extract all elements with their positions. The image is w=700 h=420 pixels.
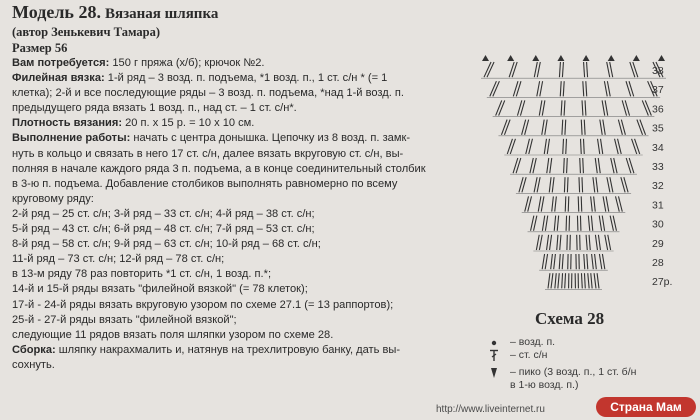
- model-number: Модель 28.: [12, 2, 101, 22]
- stitch-mark: [552, 196, 554, 211]
- stitch-mark: [598, 158, 600, 173]
- density-line: [12, 116, 474, 131]
- stitch-mark: [588, 216, 589, 231]
- stitch-mark: [635, 139, 640, 154]
- rows-line-5: в 13-м ряду 78 раз повторить *1 ст. с/н, 1 возд. п.*;: [12, 268, 272, 281]
- row-label: 30: [652, 218, 664, 231]
- stitch-mark: [607, 81, 610, 96]
- stitch-mark: [584, 120, 585, 135]
- source-url: http://www.liveinternet.ru: [436, 404, 545, 415]
- stitch-mark: [564, 177, 565, 192]
- stitch-mark: [586, 235, 587, 250]
- stitch-mark: [564, 100, 565, 115]
- row-label: 33: [652, 161, 664, 173]
- stitch-mark: [549, 177, 551, 192]
- stitch-mark: [554, 254, 556, 269]
- stitch-mark: [565, 273, 566, 288]
- stitch-mark: [597, 273, 599, 288]
- stitch-mark: [547, 235, 549, 250]
- stitch-mark: [530, 158, 533, 173]
- assembly-line-1: [12, 343, 474, 358]
- stitch-mark: [584, 273, 585, 288]
- materials-line: [12, 56, 474, 71]
- row-label: 36: [652, 103, 664, 116]
- stitch-mark: [542, 216, 544, 231]
- stitch-mark: [534, 177, 537, 192]
- stitch-mark: [537, 62, 540, 77]
- legend-dc-label: – ст. с/н: [510, 349, 548, 361]
- row-label: 37: [652, 84, 664, 97]
- stitch-mark: [568, 196, 569, 211]
- stitch-mark: [558, 273, 559, 288]
- stitch-mark: [614, 158, 617, 173]
- stitch-mark: [564, 158, 565, 173]
- stitch-mark: [501, 120, 507, 135]
- rows-line-4: 11-й ряд – 73 ст. с/н; 12-й ряд – 78 ст. с/н;: [12, 253, 225, 266]
- stitch-mark: [599, 254, 601, 269]
- stitch-mark: [632, 139, 637, 154]
- stitch-mark: [602, 216, 604, 231]
- rows-line-8: 25-й - 27-й ряды вязать "филейной вязкой";: [12, 313, 237, 326]
- stitch-mark: [551, 273, 553, 288]
- stitch-mark: [595, 235, 597, 250]
- density-text: 20 п. х 15 р. = 10 х 10 см.: [122, 117, 255, 130]
- stitch-mark: [594, 273, 596, 288]
- stitch-mark: [560, 235, 561, 250]
- stitch-mark: [557, 235, 558, 250]
- stitch-mark: [562, 120, 563, 135]
- stitch-mark: [599, 216, 601, 231]
- size-line: Размер 56: [12, 41, 68, 55]
- work-line-5: круговому ряду:: [12, 192, 94, 205]
- stitch-mark: [555, 273, 556, 288]
- picot-mark: [633, 55, 640, 61]
- picot-mark: [583, 55, 590, 61]
- picot-mark: [482, 55, 489, 61]
- stitch-mark: [550, 158, 552, 173]
- stitch-mark: [536, 235, 539, 250]
- assembly-line-2: сохнуть.: [12, 358, 55, 371]
- picot-mark: [557, 55, 564, 61]
- stitch-mark: [607, 62, 610, 77]
- stitch-mark: [604, 81, 607, 96]
- scheme-title: Схема 28: [535, 309, 605, 328]
- stitch-mark: [610, 62, 613, 77]
- chain-stitch-icon: [488, 336, 506, 349]
- stitch-mark: [533, 158, 536, 173]
- legend-picot: [486, 366, 691, 379]
- rows-line-2: 5-й ряд – 43 ст. с/н; 6-й ряд – 48 ст. с/н; 7-й ряд – 53 ст. с/н;: [12, 223, 315, 236]
- stitch-mark: [493, 81, 500, 96]
- stitch-mark: [601, 139, 603, 154]
- row-label: 35: [652, 122, 664, 135]
- stitch-mark: [534, 216, 537, 231]
- stitch-mark: [545, 254, 547, 269]
- stitch-mark: [598, 139, 600, 154]
- stitch-mark: [610, 177, 613, 192]
- stitch-mark: [640, 120, 646, 135]
- stitch-mark: [550, 235, 552, 250]
- stitch-mark: [581, 196, 582, 211]
- stitch-mark: [591, 273, 592, 288]
- stitch-mark: [563, 139, 564, 154]
- work-line-2: нуть в кольцо и связать в него 17 ст. с/н, далее вязать вкруговую ст. с/н, вы-: [12, 147, 404, 160]
- stitch-mark: [582, 100, 583, 115]
- stitch-mark: [507, 139, 512, 154]
- stitch-mark: [561, 100, 562, 115]
- row-label: 32: [652, 180, 664, 193]
- legend-picot-label-2: в 1-ю возд. п.): [510, 379, 579, 391]
- stitch-mark: [541, 196, 544, 211]
- stitch-mark: [591, 196, 593, 211]
- stitch-mark: [559, 254, 560, 269]
- stitch-mark: [563, 81, 564, 96]
- rows-line-6: 14-й и 15-й ряды вязать "филейной вязкой" (= 78 клеток);: [12, 283, 308, 296]
- work-line-1: [12, 131, 474, 146]
- stitch-mark: [608, 235, 611, 250]
- legend-chain: [486, 336, 691, 349]
- work-text-1: начать с центра донышка. Цепочку из 8 возд. п. замк-: [130, 132, 411, 145]
- row-label: 31: [652, 199, 664, 212]
- stitch-mark: [607, 177, 610, 192]
- stitch-mark: [602, 100, 605, 115]
- model-title: [12, 2, 474, 24]
- materials-label: Вам потребуется:: [12, 57, 110, 69]
- row-label: 38: [652, 65, 664, 77]
- stitch-mark: [583, 158, 584, 173]
- stitch-mark: [567, 177, 568, 192]
- stitch-mark: [600, 120, 602, 135]
- stitch-mark: [578, 196, 579, 211]
- stitch-mark: [605, 100, 608, 115]
- stitch-mark: [581, 120, 582, 135]
- filet-label: Филейная вязка:: [12, 72, 105, 85]
- stitch-mark: [542, 100, 545, 115]
- picot-mark: [658, 55, 665, 61]
- stitch-mark: [588, 273, 589, 288]
- stitch-mark: [548, 273, 550, 288]
- stitch-mark: [551, 254, 553, 269]
- stitch-mark: [555, 196, 557, 211]
- author-line: (автор Зенькевич Тамара): [12, 25, 160, 39]
- stitch-mark: [566, 139, 567, 154]
- scheme-legend: [486, 336, 691, 392]
- double-crochet-icon: [488, 349, 506, 362]
- instructions-text: [12, 2, 474, 373]
- legend-chain-label: – возд. п.: [510, 336, 556, 348]
- stitch-mark: [554, 216, 555, 231]
- stitch-mark: [565, 196, 566, 211]
- model-subtitle: Вязаная шляпка: [104, 6, 219, 22]
- stitch-mark: [594, 196, 596, 211]
- stitch-mark: [559, 62, 560, 77]
- filet-line-2: клетка); 2-й и все последующие ряды – 3 возд. п. подъема, *над 1-й возд. п.: [12, 87, 404, 100]
- stitch-mark: [490, 81, 497, 96]
- stitch-mark: [562, 273, 563, 288]
- stitch-mark: [540, 81, 543, 96]
- stitch-mark: [605, 235, 608, 250]
- stitch-mark: [545, 216, 547, 231]
- density-label: Плотность вязания:: [12, 117, 123, 130]
- stitch-mark: [591, 216, 592, 231]
- filet-line-3: предыдущего ряда вязать 1 возд. п., над ст. – 1 ст. с/н*.: [12, 102, 297, 115]
- stitch-mark: [565, 120, 566, 135]
- stitch-mark: [584, 62, 585, 77]
- stitch-mark: [542, 120, 544, 135]
- stitch-mark: [567, 158, 568, 173]
- stitch-mark: [596, 177, 598, 192]
- stitch-mark: [538, 196, 541, 211]
- assembly-text-1: шляпку накрахмалить и, натянув на трехлитровую банку, дать вы-: [55, 343, 401, 356]
- stitch-mark: [496, 100, 502, 115]
- stitch-mark: [547, 158, 549, 173]
- legend-picot-2: [486, 379, 691, 392]
- picot-mark: [608, 55, 615, 61]
- stitch-mark: [645, 100, 651, 115]
- stitch-mark: [539, 235, 542, 250]
- work-line-4: в 3-ю п. подъема. Добавление столбиков выполнять равномерно по всему: [12, 177, 398, 190]
- stitch-mark: [637, 120, 643, 135]
- stitch-mark: [582, 177, 583, 192]
- stitch-mark: [593, 177, 595, 192]
- materials-text: 150 г пряжа (х/б); крючок №2.: [109, 57, 265, 69]
- row-label: 27р.: [652, 276, 673, 289]
- stitch-mark: [598, 235, 600, 250]
- stitch-mark: [504, 120, 510, 135]
- stitch-mark: [544, 139, 546, 154]
- site-logo: Страна Мам: [596, 397, 696, 417]
- legend-picot-label: – пико (3 возд. п., 1 ст. б/н: [510, 366, 637, 378]
- stitch-mark: [545, 120, 547, 135]
- stitch-mark: [589, 235, 590, 250]
- row-label: 28: [652, 257, 664, 269]
- stitch-mark: [611, 158, 614, 173]
- assembly-label: Сборка:: [12, 343, 56, 356]
- row-label: 29: [652, 237, 664, 250]
- stitch-mark: [603, 196, 606, 211]
- picot-mark: [532, 55, 539, 61]
- stitch-mark: [534, 62, 537, 77]
- stitch-mark: [562, 62, 563, 77]
- stitch-mark: [585, 100, 586, 115]
- stitch-mark: [584, 254, 585, 269]
- stitch-mark: [539, 100, 542, 115]
- stitch-mark: [562, 254, 563, 269]
- rows-line-7: 17-й - 24-й ряды вязать вкруговую узором по схеме 27.1 (= 13 раппортов);: [12, 298, 394, 311]
- stitch-mark: [602, 254, 604, 269]
- stitch-mark: [537, 177, 540, 192]
- stitch-mark: [579, 177, 580, 192]
- stitch-mark: [531, 216, 534, 231]
- stitch-mark: [552, 177, 554, 192]
- stitch-mark: [606, 196, 609, 211]
- stitch-mark: [595, 254, 597, 269]
- stitch-mark: [510, 139, 515, 154]
- picot-mark: [507, 55, 514, 61]
- picot-icon: [488, 366, 506, 379]
- stitch-mark: [610, 216, 613, 231]
- stitch-mark: [595, 158, 597, 173]
- rows-line-3: 8-й ряд – 58 ст. с/н; 9-й ряд – 63 ст. с/н; 10-й ряд – 68 ст. с/н;: [12, 238, 321, 251]
- rows-line-9: следующие 11 рядов вязать поля шляпки узором по схеме 28.: [12, 328, 334, 341]
- stitch-mark: [603, 120, 605, 135]
- stitch-mark: [613, 216, 616, 231]
- stitch-mark: [537, 81, 540, 96]
- stitch-mark: [642, 100, 648, 115]
- stitch-mark: [584, 139, 585, 154]
- stitch-mark: [560, 81, 561, 96]
- stitch-mark: [587, 254, 588, 269]
- work-label: Выполнение работы:: [12, 132, 131, 145]
- filet-text-1: 1-й ряд – 3 возд. п. подъема, *1 возд. п., 1 ст. с/н * (= 1: [104, 72, 388, 85]
- stitch-mark: [542, 254, 544, 269]
- stitch-mark: [557, 216, 558, 231]
- scheme-svg: [476, 54, 696, 304]
- work-line-3: полняя в начале каждого ряда 3 п. подъема, а в конце соединительный столбик: [12, 162, 426, 175]
- stitch-mark: [499, 100, 505, 115]
- stitch-mark: [547, 139, 549, 154]
- stitch-mark: [587, 62, 588, 77]
- stitch-mark: [583, 81, 584, 96]
- rows-line-1: 2-й ряд – 25 ст. с/н; 3-й ряд – 33 ст. с/н; 4-й ряд – 38 ст. с/н;: [12, 207, 315, 220]
- stitch-mark: [586, 81, 587, 96]
- stitch-mark: [580, 158, 581, 173]
- stitch-mark: [581, 273, 582, 288]
- legend-dc: [486, 349, 691, 362]
- stitch-mark: [581, 139, 582, 154]
- row-label: 34: [652, 141, 664, 154]
- filet-line-1: [12, 71, 474, 86]
- stitch-mark: [592, 254, 594, 269]
